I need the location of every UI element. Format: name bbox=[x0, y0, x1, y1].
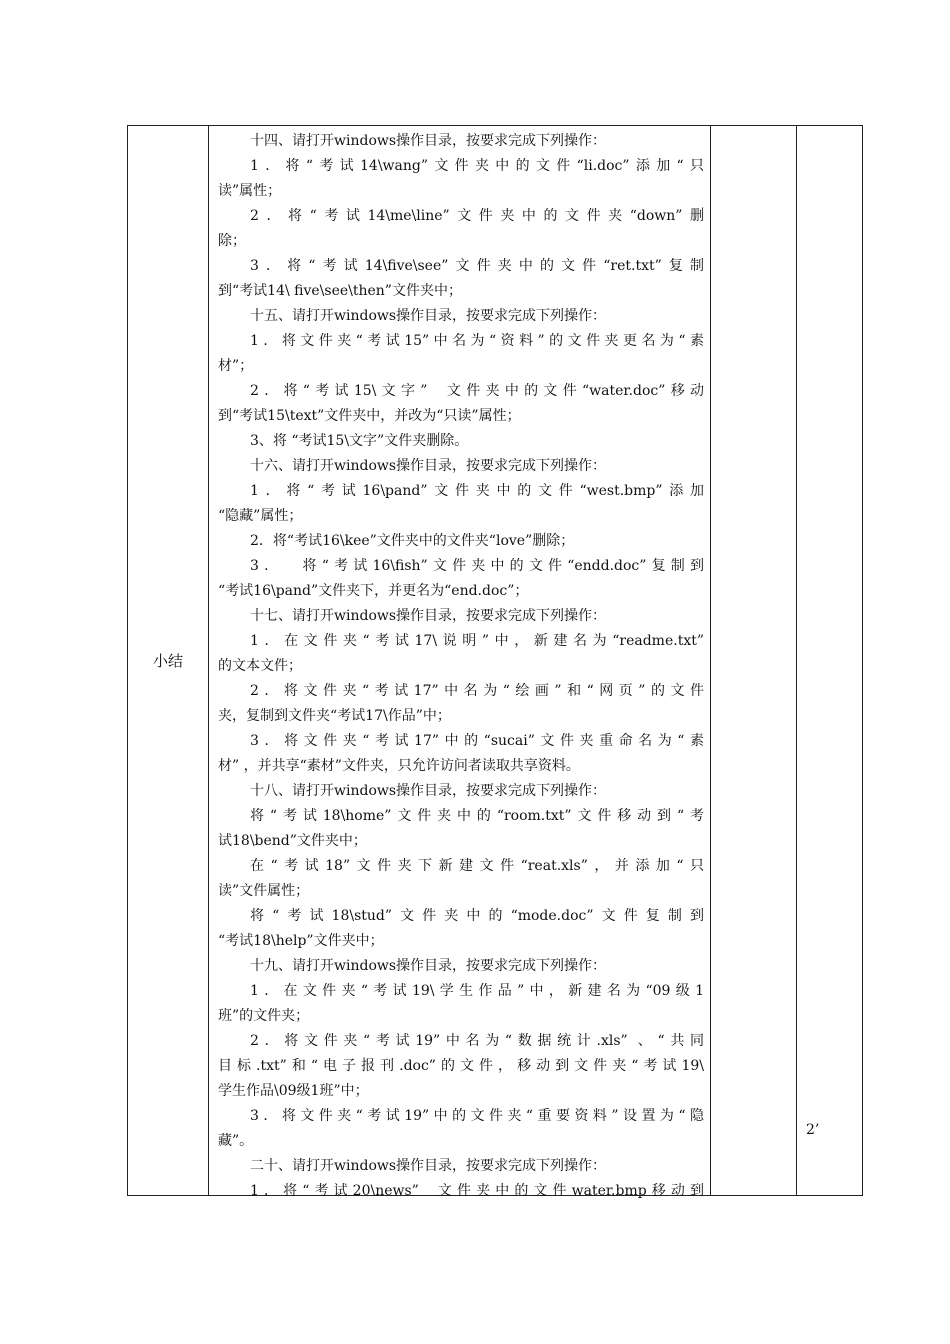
content-line: 3．将文件夹“考试17”中的“sucai”文件夹重命名为“素 bbox=[250, 733, 704, 749]
content-line: 2．将“考试14\me\line”文件夹中的文件夹“down”删 bbox=[250, 208, 704, 224]
content-line: 3、将 “考试15\文字”文件夹删除。 bbox=[250, 433, 469, 449]
content-line: 材”； bbox=[218, 358, 254, 374]
content-line: 1．在文件夹“考试17\说明”中，新建名为“readme.txt” bbox=[250, 633, 704, 649]
row-label: 小结 bbox=[152, 652, 183, 670]
column-divider-2 bbox=[710, 126, 711, 1195]
content-line: 1．将“考试20\news” 文件夹中的文件water.bmp移动到 bbox=[250, 1183, 704, 1199]
content-line: 除； bbox=[218, 233, 246, 249]
content-line: “考试16\pand”文件夹下，并更名为“end.doc”； bbox=[218, 583, 529, 599]
content-line: 夹，复制到文件夹“考试17\作品”中； bbox=[218, 708, 451, 724]
content-line: “考试18\help”文件夹中； bbox=[218, 933, 384, 949]
content-line: 2．将“考试15\文字” 文件夹中的文件“water.doc”移动 bbox=[250, 383, 704, 399]
content-line: 的文本文件； bbox=[218, 658, 302, 674]
content-line: 1．将文件夹“考试15”中名为“资料”的文件夹更名为“素 bbox=[250, 333, 704, 349]
content-line: 十六、请打开windows操作目录，按要求完成下列操作： bbox=[250, 458, 607, 474]
content-line: 读”文件属性； bbox=[218, 883, 310, 899]
content-line: 到“考试14\ five\see\then”文件夹中； bbox=[218, 283, 462, 299]
content-line: 3．将文件夹“考试19”中的文件夹“重要资料”设置为“隐 bbox=[250, 1108, 704, 1124]
content-line: 到“考试15\text”文件夹中，并改为“只读”属性； bbox=[218, 408, 521, 424]
content-line: 十七、请打开windows操作目录，按要求完成下列操作： bbox=[250, 608, 607, 624]
content-line: 将“考试18\stud”文件夹中的“mode.doc”文件复制到 bbox=[250, 908, 704, 924]
content-line: 二十、请打开windows操作目录，按要求完成下列操作： bbox=[250, 1158, 607, 1174]
content-line: 十四、请打开windows操作目录，按要求完成下列操作： bbox=[250, 133, 607, 149]
content-line: 藏”。 bbox=[218, 1133, 254, 1149]
content-line: 班”的文件夹； bbox=[218, 1008, 310, 1024]
column-divider-3 bbox=[796, 126, 797, 1195]
content-line: 将“考试18\home”文件夹中的“room.txt”文件移动到“考 bbox=[250, 808, 704, 824]
summary-table bbox=[127, 125, 863, 1199]
content-line: 3．将“考试14\five\see”文件夹中的文件“ret.txt”复制 bbox=[250, 258, 704, 274]
content-line: 在“考试18”文件夹下新建文件“reat.xls”，并添加“只 bbox=[250, 858, 704, 874]
content-line: 目标.txt”和“电子报刊.doc”的文件，移动到文件夹“考试19\ bbox=[218, 1058, 704, 1074]
exercise-content bbox=[218, 129, 704, 1204]
score-value: 2’ bbox=[806, 1122, 820, 1138]
content-line: 十五、请打开windows操作目录，按要求完成下列操作： bbox=[250, 308, 607, 324]
content-line: 十九、请打开windows操作目录，按要求完成下列操作： bbox=[250, 958, 607, 974]
content-line: 1．将“考试14\wang”文件夹中的文件“li.doc”添加“只 bbox=[250, 158, 704, 174]
content-line: 学生作品\09级1班”中； bbox=[218, 1083, 369, 1099]
content-line: “隐藏”属性； bbox=[218, 508, 303, 524]
content-line: 读”属性； bbox=[218, 183, 282, 199]
content-line: 试18\bend”文件夹中； bbox=[218, 833, 367, 849]
content-line: 2．将“考试16\kee”文件夹中的文件夹“love”删除； bbox=[250, 533, 575, 549]
content-line: 2．将文件夹“考试17”中名为“绘画”和“网页”的文件 bbox=[250, 683, 704, 699]
column-divider-1 bbox=[208, 126, 209, 1195]
content-line: 材” ，并共享“素材”文件夹，只允许访问者读取共享资料。 bbox=[218, 758, 580, 774]
content-line: 1．在文件夹“考试19\学生作品”中，新建名为“09级1 bbox=[250, 983, 704, 999]
content-line: 十八、请打开windows操作目录，按要求完成下列操作： bbox=[250, 783, 607, 799]
content-line: 1．将“考试16\pand”文件夹中的文件“west.bmp”添加 bbox=[250, 483, 704, 499]
content-line: 3． 将“考试16\fish”文件夹中的文件“endd.doc”复制到 bbox=[250, 558, 704, 574]
content-line: 2．将文件夹“考试19”中名为“数据统计.xls” 、“共同 bbox=[250, 1033, 704, 1049]
